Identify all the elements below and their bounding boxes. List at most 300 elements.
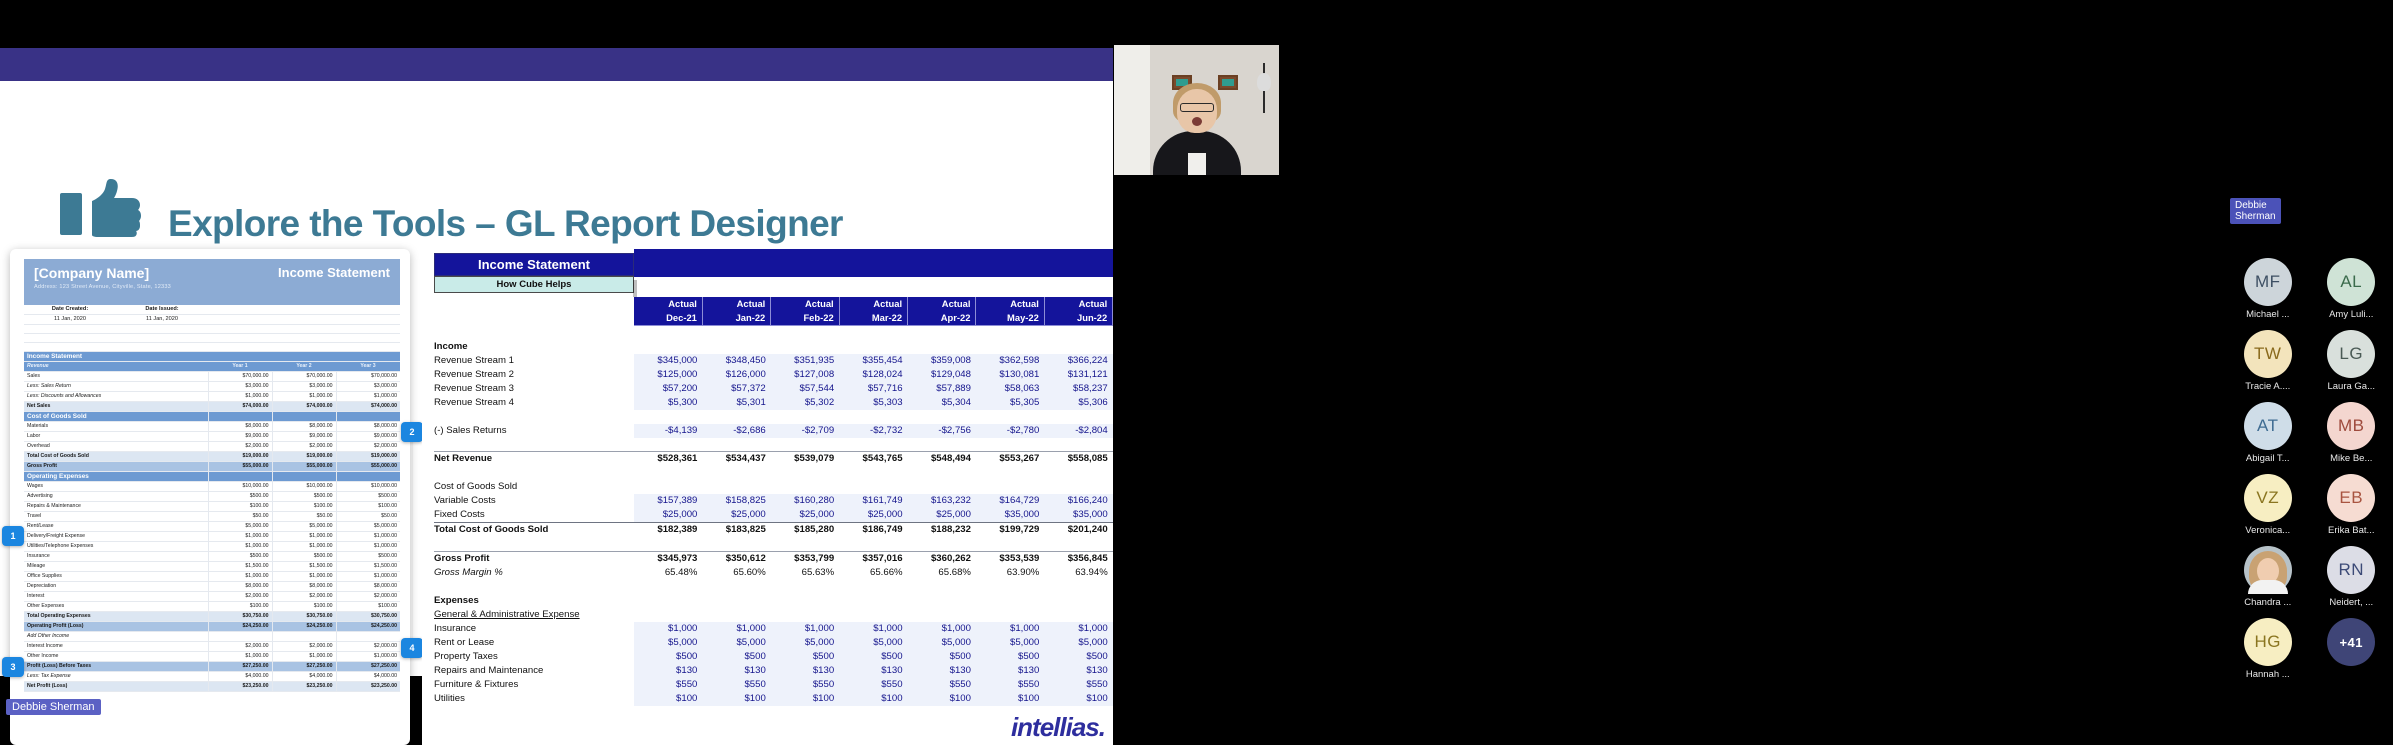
row-value: $8,000.00 — [336, 582, 400, 592]
row-value: $5,000 — [839, 636, 907, 650]
callout-badge-1[interactable]: 1 — [2, 526, 24, 546]
row-label: Interest Income — [24, 642, 208, 652]
row-label: Wages — [24, 482, 208, 492]
table-row — [434, 650, 1113, 664]
row-value: $100 — [976, 692, 1044, 706]
row-value — [908, 594, 976, 608]
row-value — [771, 480, 839, 494]
row-label: Insurance — [434, 622, 477, 634]
divider-row — [434, 438, 1113, 452]
row-value — [702, 340, 770, 354]
row-value: $355,454 — [839, 354, 907, 368]
intellias-logo: intellias. — [1010, 712, 1105, 742]
row-value: -$2,686 — [702, 424, 770, 438]
row-value: $2,000.00 — [272, 592, 336, 602]
participant-tile[interactable] — [2315, 546, 2387, 608]
avatar-initials: AL — [2327, 258, 2375, 306]
row-value: $199,729 — [976, 523, 1044, 538]
row-label: Overhead — [24, 442, 208, 452]
table-row — [434, 508, 1113, 523]
row-value: $130,081 — [976, 368, 1044, 382]
row-label: Travel — [24, 512, 208, 522]
statement-section-title: Income Statement — [24, 352, 400, 362]
row-value: $58,237 — [1044, 382, 1112, 396]
row-value: $528,361 — [634, 452, 702, 467]
row-value: $4,000.00 — [336, 672, 400, 682]
row-value — [976, 594, 1044, 608]
row-value: $25,000 — [634, 508, 702, 523]
row-value: $500.00 — [336, 492, 400, 502]
row-label: Other Expenses — [24, 602, 208, 612]
table-row — [24, 382, 400, 392]
row-value — [1044, 608, 1112, 622]
table-row — [24, 462, 400, 472]
row-label: Materials — [24, 422, 208, 432]
participant-name: Mike Be... — [2330, 453, 2373, 464]
presenter-mouth — [1192, 117, 1202, 126]
column-header-year2: Year 2 — [272, 362, 336, 372]
row-value: $1,000.00 — [272, 542, 336, 552]
row-value: $58,063 — [976, 382, 1044, 396]
row-value: $2,000.00 — [336, 642, 400, 652]
table-row — [24, 662, 400, 672]
row-label: Delivery/Freight Expense — [24, 532, 208, 542]
row-value: $4,000.00 — [208, 672, 272, 682]
period-type-cell: Actual — [702, 297, 770, 311]
column-header-revenue: Revenue — [24, 362, 208, 372]
row-value: $55,000.00 — [272, 462, 336, 472]
participant-row — [2226, 546, 2393, 608]
table-row — [434, 368, 1113, 382]
table-row — [24, 542, 400, 552]
row-value: $128,024 — [839, 368, 907, 382]
row-value: $500 — [839, 650, 907, 664]
row-value: $500 — [702, 650, 770, 664]
row-value: $157,389 — [634, 494, 702, 508]
row-value: $351,935 — [771, 354, 839, 368]
participant-tile[interactable] — [2315, 402, 2387, 464]
row-value: $3,000.00 — [336, 382, 400, 392]
row-value — [208, 412, 272, 422]
row-label: Other Income — [24, 652, 208, 662]
row-value: $129,048 — [908, 368, 976, 382]
table-row — [24, 482, 400, 492]
period-cell: Mar-22 — [839, 311, 907, 326]
row-value: $1,000.00 — [272, 572, 336, 582]
participant-overflow-tile[interactable] — [2315, 618, 2387, 680]
row-label: Utilities — [434, 692, 465, 704]
company-name: [Company Name] — [34, 265, 150, 281]
row-value: $5,305 — [976, 396, 1044, 410]
avatar-initials: AT — [2244, 402, 2292, 450]
row-value: $8,000.00 — [208, 422, 272, 432]
row-value: $24,250.00 — [208, 622, 272, 632]
table-row — [24, 512, 400, 522]
participant-row — [2226, 618, 2393, 680]
period-cell: May-22 — [976, 311, 1044, 326]
table-row — [24, 492, 400, 502]
row-value: $3,000.00 — [208, 382, 272, 392]
row-value — [272, 472, 336, 482]
participant-row — [2226, 474, 2393, 536]
row-label: Operating Profit (Loss) — [24, 622, 208, 632]
row-value: $25,000 — [839, 508, 907, 523]
row-value: $500 — [1044, 650, 1112, 664]
row-value: $50.00 — [272, 512, 336, 522]
participant-tile[interactable] — [2315, 474, 2387, 536]
row-value: $19,000.00 — [208, 452, 272, 462]
row-value — [336, 632, 400, 642]
row-value: $548,494 — [908, 452, 976, 467]
row-value: $360,262 — [908, 551, 976, 566]
row-value — [1044, 594, 1112, 608]
table-row — [434, 678, 1113, 692]
table-row — [434, 664, 1113, 678]
table-row — [24, 452, 400, 462]
table-row — [24, 602, 400, 612]
row-value: $1,000.00 — [272, 532, 336, 542]
participant-name: Laura Ga... — [2327, 381, 2376, 392]
row-value: $5,301 — [702, 396, 770, 410]
row-label: Cost of Goods Sold — [434, 481, 518, 492]
row-label: Less: Tax Expense — [24, 672, 208, 682]
row-value: -$2,780 — [976, 424, 1044, 438]
row-value: $55,000.00 — [336, 462, 400, 472]
row-value — [702, 480, 770, 494]
row-value: $100 — [839, 692, 907, 706]
table-row — [24, 572, 400, 582]
row-value: $500.00 — [272, 552, 336, 562]
row-value: $74,000.00 — [336, 402, 400, 412]
table-row — [24, 632, 400, 642]
row-value: $70,000.00 — [336, 372, 400, 382]
row-label: Expenses — [434, 594, 479, 606]
table-row — [434, 424, 1113, 438]
row-value: $130 — [702, 664, 770, 678]
callout-connector-rail — [411, 442, 413, 638]
row-value: $25,000 — [908, 508, 976, 523]
row-value: $57,200 — [634, 382, 702, 396]
row-value: $1,000 — [771, 622, 839, 636]
row-value: $10,000.00 — [336, 482, 400, 492]
row-value: $550 — [908, 678, 976, 692]
spacer-row — [434, 580, 1113, 594]
row-value: $1,000.00 — [272, 652, 336, 662]
participant-name: Abigail T... — [2245, 453, 2290, 464]
table-row — [434, 480, 1113, 494]
row-value — [208, 472, 272, 482]
row-value — [336, 472, 400, 482]
spacer-row — [434, 326, 1113, 340]
period-type-cell: Actual — [839, 297, 907, 311]
row-value — [771, 594, 839, 608]
table-row — [24, 442, 400, 452]
participants-sidebar — [1113, 0, 2376, 720]
row-value: $553,267 — [976, 452, 1044, 467]
report-table — [434, 297, 1113, 706]
row-label: Rent or Lease — [434, 636, 495, 648]
table-row — [434, 636, 1113, 650]
row-value: $362,598 — [976, 354, 1044, 368]
avatar-initials: VZ — [2244, 474, 2292, 522]
report-header-periods — [434, 311, 1113, 326]
row-value: -$2,709 — [771, 424, 839, 438]
row-value: $356,845 — [1044, 551, 1112, 566]
row-value: $5,000 — [702, 636, 770, 650]
row-value: $500 — [976, 650, 1044, 664]
row-value — [634, 340, 702, 354]
classic-income-statement-card — [10, 249, 410, 745]
row-value: $23,250.00 — [272, 682, 336, 692]
row-value: $130 — [908, 664, 976, 678]
row-value — [839, 480, 907, 494]
row-value: $23,250.00 — [336, 682, 400, 692]
row-value: 63.94% — [1075, 566, 1108, 578]
row-value: $185,280 — [771, 523, 839, 538]
participant-tile[interactable] — [2315, 258, 2387, 320]
row-value: $100.00 — [208, 602, 272, 612]
row-value: $1,500.00 — [336, 562, 400, 572]
overflow-count-badge: +41 — [2327, 618, 2375, 666]
row-value: $5,000 — [634, 636, 702, 650]
row-label: Repairs and Maintenance — [434, 664, 544, 676]
row-value: $57,716 — [839, 382, 907, 396]
row-label: Cost of Goods Sold — [24, 412, 208, 422]
participant-tile[interactable] — [2232, 330, 2304, 392]
table-row — [24, 532, 400, 542]
row-value — [702, 594, 770, 608]
row-value: $160,280 — [771, 494, 839, 508]
presenter-video-tile[interactable] — [1114, 45, 1279, 175]
row-value: $1,000 — [634, 622, 702, 636]
participant-name: Hannah ... — [2245, 669, 2290, 680]
row-label: (-) Sales Returns — [434, 424, 507, 436]
row-label: Interest — [24, 592, 208, 602]
classic-statement-inner — [24, 259, 400, 692]
video-background-wall-left — [1114, 45, 1150, 175]
row-value: $1,000.00 — [208, 652, 272, 662]
row-value: $10,000.00 — [272, 482, 336, 492]
row-value: $500 — [771, 650, 839, 664]
table-row — [434, 340, 1113, 354]
row-value — [634, 594, 702, 608]
row-value: $25,000 — [771, 508, 839, 523]
cube-report-panel — [422, 249, 1113, 745]
page-title: Explore the Tools – GL Report Designer — [168, 203, 843, 244]
row-value — [272, 632, 336, 642]
row-value: $166,240 — [1044, 494, 1112, 508]
participant-tile[interactable] — [2315, 330, 2387, 392]
row-label: Total Cost of Goods Sold — [434, 523, 634, 538]
row-value — [908, 480, 976, 494]
row-value — [634, 608, 702, 622]
row-value: $125,000 — [634, 368, 702, 382]
row-label: Rent/Lease — [24, 522, 208, 532]
row-value: $5,306 — [1044, 396, 1112, 410]
row-value: $100 — [702, 692, 770, 706]
row-label: Gross Profit — [434, 551, 634, 566]
table-row — [24, 422, 400, 432]
lamp-icon — [1257, 73, 1271, 91]
row-value: $57,889 — [908, 382, 976, 396]
row-value: $158,825 — [702, 494, 770, 508]
row-value: $3,000.00 — [272, 382, 336, 392]
row-value: $30,750.00 — [336, 612, 400, 622]
spacer-row — [434, 466, 1113, 480]
table-row — [434, 452, 1113, 467]
row-value: $1,000.00 — [336, 542, 400, 552]
participant-tile[interactable] — [2232, 474, 2304, 536]
row-value — [839, 594, 907, 608]
row-label: Mileage — [24, 562, 208, 572]
callout-badge-2[interactable]: 2 — [401, 422, 423, 442]
row-value: $35,000 — [976, 508, 1044, 523]
row-value: $163,232 — [908, 494, 976, 508]
avatar-initials: LG — [2327, 330, 2375, 378]
tab-income-statement[interactable]: Income Statement — [434, 253, 634, 276]
row-label: Variable Costs — [434, 495, 496, 506]
row-value: $70,000.00 — [208, 372, 272, 382]
callout-badge-3[interactable]: 3 — [2, 657, 24, 677]
row-label: Labor — [24, 432, 208, 442]
avatar-initials: MF — [2244, 258, 2292, 306]
row-label: Net Revenue — [434, 452, 634, 467]
row-label: Sales — [24, 372, 208, 382]
row-value: $500.00 — [336, 552, 400, 562]
row-value: $100.00 — [336, 502, 400, 512]
date-created-value: 11 Jan, 2020 — [24, 315, 116, 325]
period-type-cell: Actual — [1044, 297, 1112, 311]
table-row — [24, 642, 400, 652]
row-value: $2,000.00 — [336, 442, 400, 452]
row-value: $127,008 — [771, 368, 839, 382]
row-value: $500.00 — [208, 552, 272, 562]
row-value: $5,000 — [976, 636, 1044, 650]
presenter-name-label: Debbie Sherman — [2230, 198, 2281, 224]
row-value: $500.00 — [208, 492, 272, 502]
avatar-initials: RN — [2327, 546, 2375, 594]
row-value: $8,000.00 — [208, 582, 272, 592]
row-value: $130 — [771, 664, 839, 678]
row-label: General & Administrative Expense — [434, 608, 580, 620]
row-value: $534,437 — [702, 452, 770, 467]
row-value: $50.00 — [208, 512, 272, 522]
row-value — [908, 340, 976, 354]
spacer-row — [434, 410, 1113, 424]
row-value: $188,232 — [908, 523, 976, 538]
participant-tile[interactable] — [2232, 618, 2304, 680]
row-value: $1,000.00 — [272, 392, 336, 402]
row-value: $100.00 — [336, 602, 400, 612]
table-row — [24, 552, 400, 562]
table-row — [434, 608, 1113, 622]
row-value: $5,300 — [634, 396, 702, 410]
date-issued-value: 11 Jan, 2020 — [116, 315, 208, 325]
row-value: $1,000.00 — [336, 652, 400, 662]
row-value: $27,250.00 — [208, 662, 272, 672]
row-value: $1,500.00 — [272, 562, 336, 572]
row-value: $1,000 — [702, 622, 770, 636]
row-value: $5,302 — [771, 396, 839, 410]
participant-row — [2226, 258, 2393, 320]
row-value: $558,085 — [1044, 452, 1112, 467]
row-label: Revenue Stream 3 — [434, 382, 514, 394]
callout-badge-4[interactable]: 4 — [401, 638, 423, 658]
row-value: 65.66% — [870, 566, 903, 578]
row-label: Revenue Stream 1 — [434, 354, 514, 366]
row-label: Operating Expenses — [24, 472, 208, 482]
row-label: Gross Margin % — [434, 566, 503, 578]
row-value: $539,079 — [771, 452, 839, 467]
date-issued-label: Date Issued: — [116, 305, 208, 315]
document-title: Income Statement — [278, 265, 390, 280]
participant-tile[interactable] — [2232, 546, 2304, 608]
row-value: $27,250.00 — [272, 662, 336, 672]
row-value: $345,000 — [634, 354, 702, 368]
period-type-cell: Actual — [771, 297, 839, 311]
avatar-initials: TW — [2244, 330, 2292, 378]
table-row — [434, 622, 1113, 636]
row-value: -$2,732 — [839, 424, 907, 438]
participant-tile[interactable] — [2232, 402, 2304, 464]
row-value — [976, 480, 1044, 494]
row-value: $130 — [976, 664, 1044, 678]
row-value: $353,539 — [976, 551, 1044, 566]
report-header-period-type — [434, 297, 1113, 311]
row-value: $130 — [1044, 664, 1112, 678]
participant-tile[interactable] — [2232, 258, 2304, 320]
row-value: $350,612 — [702, 551, 770, 566]
participant-name: Erika Bat... — [2328, 525, 2375, 536]
row-value: $9,000.00 — [272, 432, 336, 442]
row-value: $5,000.00 — [208, 522, 272, 532]
avatar-initials: EB — [2327, 474, 2375, 522]
company-address: Address: 123 Street Avenue, Cityville, State, 12333 — [34, 284, 171, 290]
row-value: $5,000.00 — [272, 522, 336, 532]
row-value: $1,000.00 — [208, 392, 272, 402]
row-value: $5,000 — [771, 636, 839, 650]
row-value: $100 — [771, 692, 839, 706]
table-row — [24, 502, 400, 512]
row-value: 65.48% — [664, 566, 698, 578]
row-value: $1,000 — [839, 622, 907, 636]
row-value: $130 — [839, 664, 907, 678]
tab-how-cube-helps[interactable]: How Cube Helps — [434, 276, 634, 293]
row-label: Depreciation — [24, 582, 208, 592]
row-value: $55,000.00 — [208, 462, 272, 472]
row-value: $1,000.00 — [336, 392, 400, 402]
slide-top-band — [0, 48, 1113, 81]
row-value: $1,000.00 — [336, 532, 400, 542]
row-value: $2,000.00 — [208, 642, 272, 652]
row-value: $74,000.00 — [272, 402, 336, 412]
row-value: $543,765 — [839, 452, 907, 467]
row-label: Total Cost of Goods Sold — [24, 452, 208, 462]
shared-screen-stage — [0, 0, 1113, 742]
table-row — [24, 592, 400, 602]
row-value: $550 — [702, 678, 770, 692]
row-label: Less: Discounts and Allowances — [24, 392, 208, 402]
row-value: $2,000.00 — [272, 642, 336, 652]
row-value: $50.00 — [336, 512, 400, 522]
table-row — [24, 392, 400, 402]
participant-row — [2226, 330, 2393, 392]
row-value: 65.63% — [801, 566, 835, 578]
table-row — [24, 652, 400, 662]
row-value: $57,372 — [702, 382, 770, 396]
row-value: $70,000.00 — [272, 372, 336, 382]
row-value: $366,224 — [1044, 354, 1112, 368]
